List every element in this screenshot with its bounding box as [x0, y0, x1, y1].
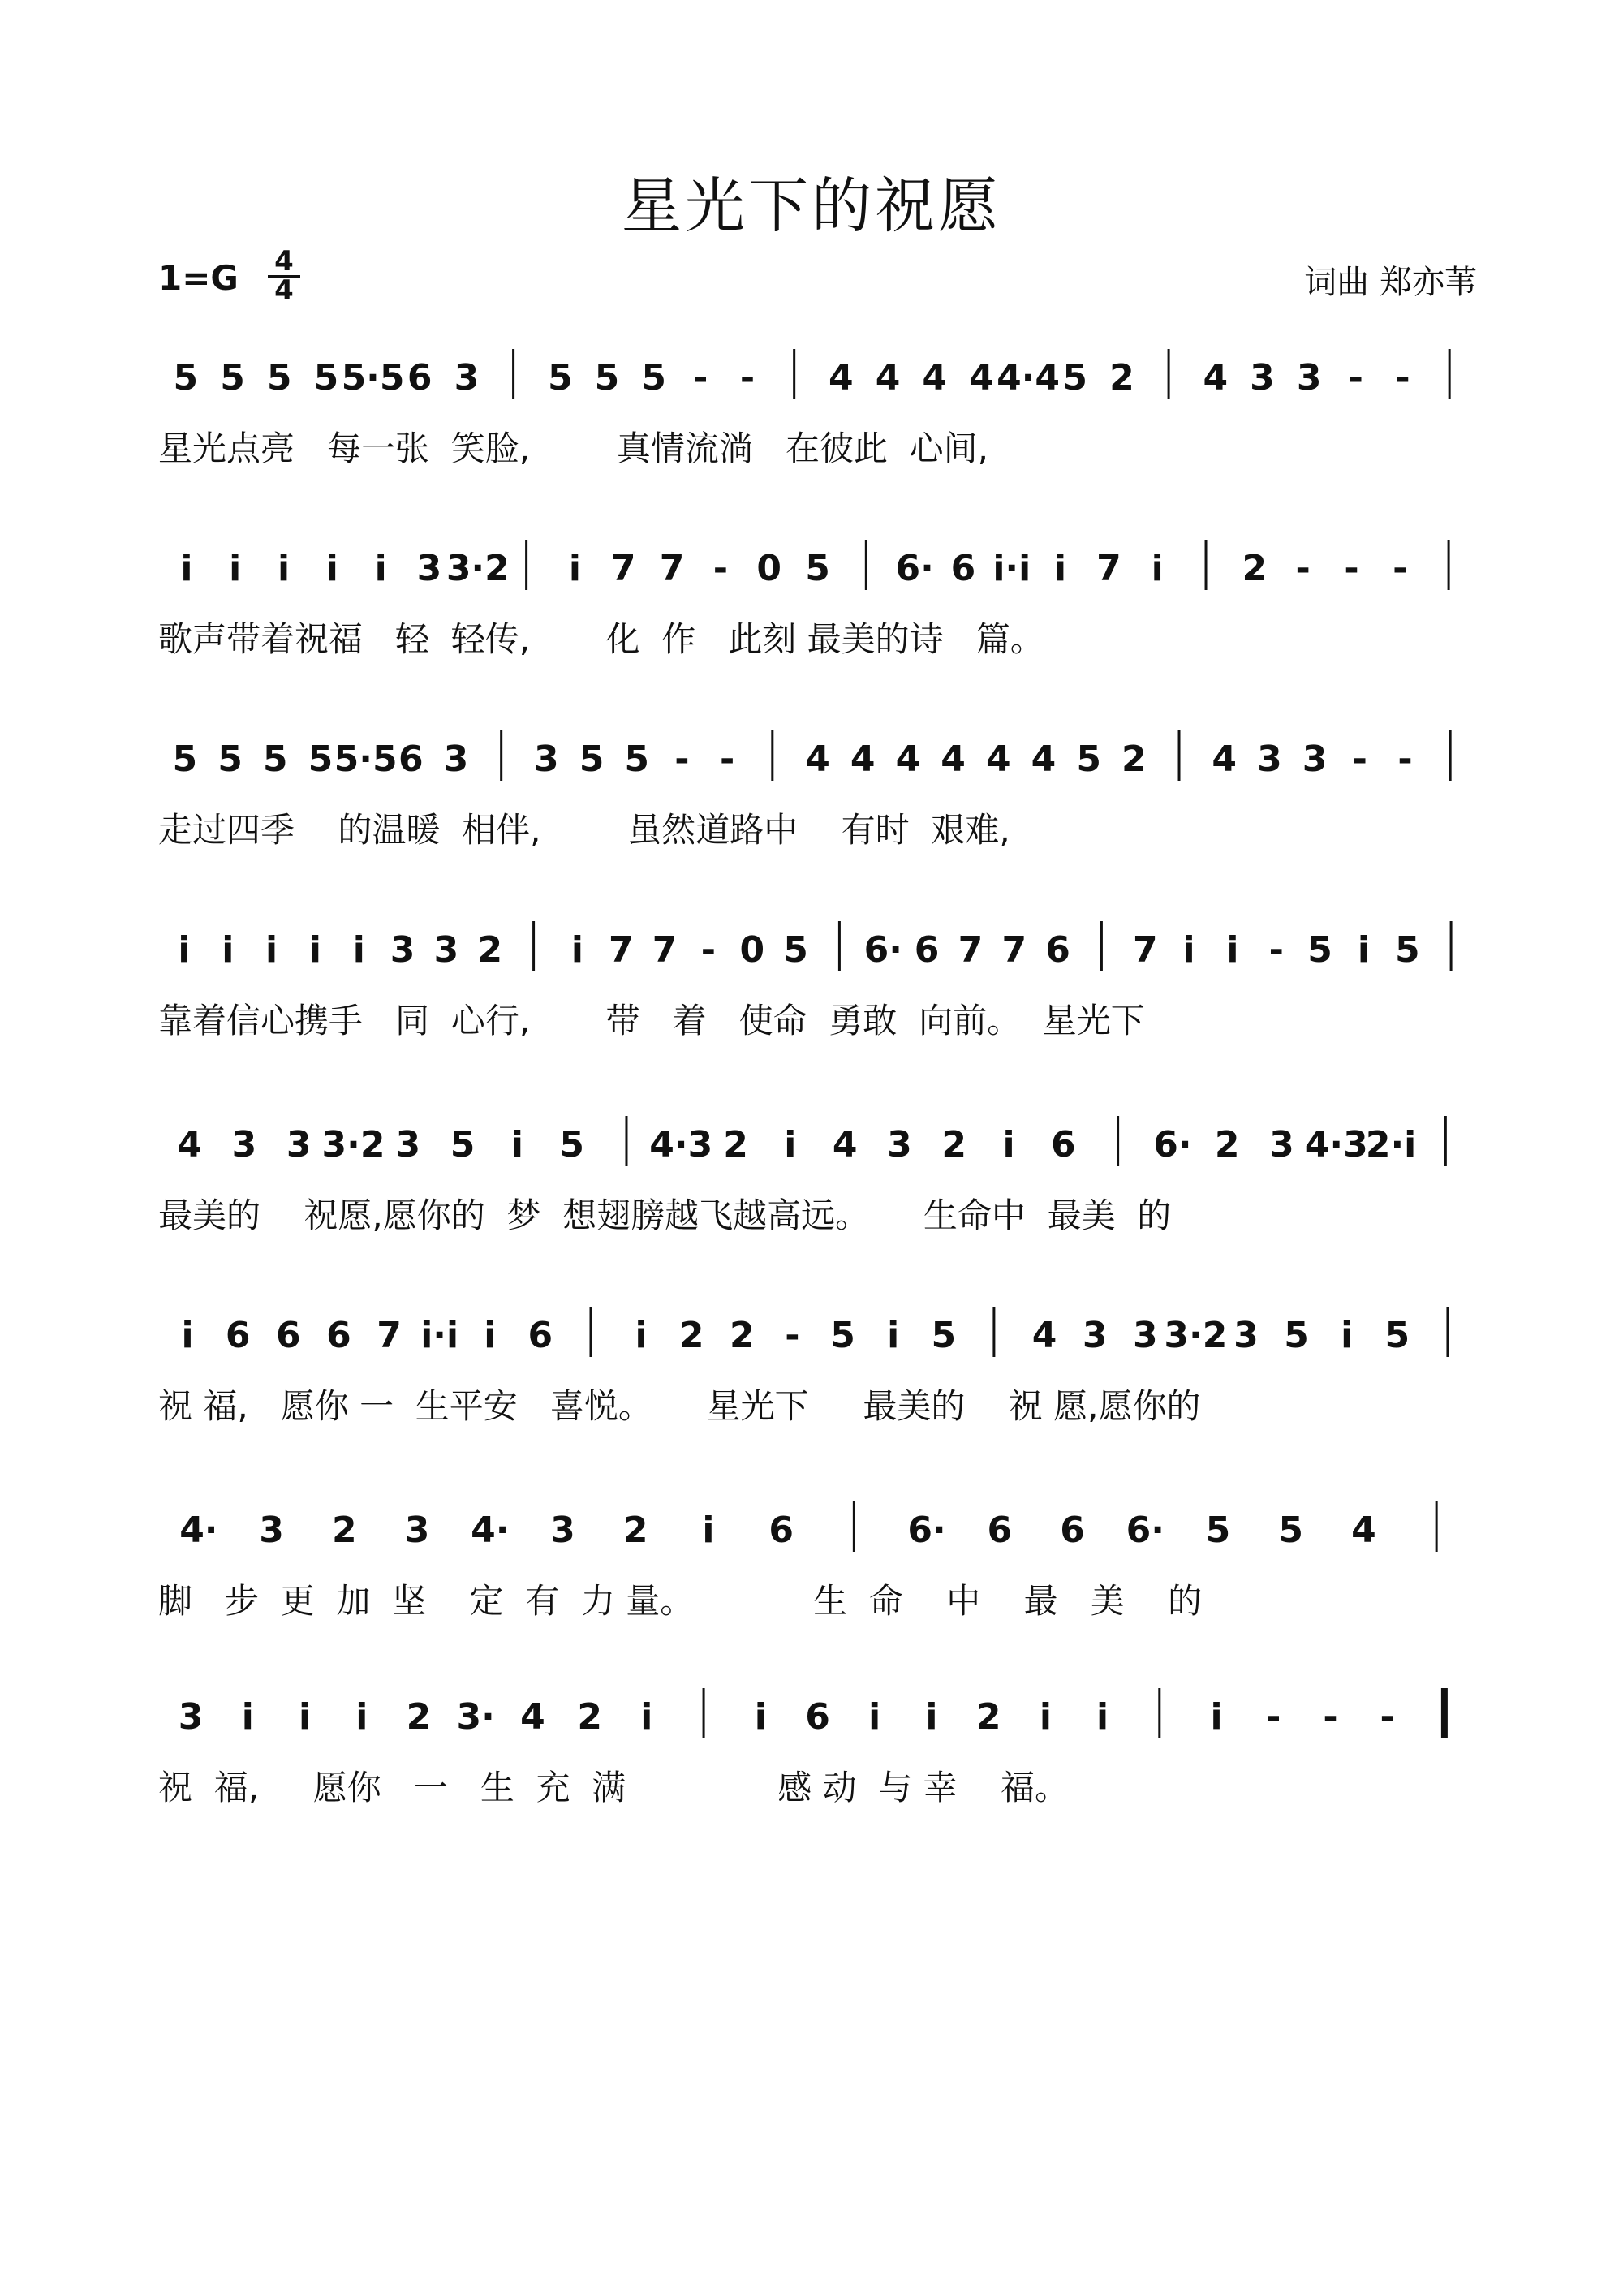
lyric-line: 祝 福, 愿你 一 生 充 满 感 动 与 幸 福。 [158, 1768, 1070, 1807]
note: 5 [579, 739, 605, 780]
note: i [1357, 929, 1370, 971]
note: 3 [1132, 1315, 1158, 1356]
note: 4 [875, 357, 901, 398]
lyric-line: 走过四季 的温暖 相伴, 虽然道路中 有时 艰难, [158, 810, 1010, 850]
note: i [1341, 1315, 1354, 1356]
note: - [693, 357, 708, 398]
note: 6 [275, 1315, 301, 1356]
notation-line [0, 714, 1623, 803]
score-system [0, 1100, 1623, 1262]
note: 6· [1153, 1124, 1192, 1165]
note: i [298, 1696, 312, 1738]
note: 5 [217, 739, 243, 780]
note: i [754, 1696, 767, 1738]
note: 5 [450, 1124, 476, 1165]
note: 3·2 [1164, 1315, 1228, 1356]
note: i [702, 1510, 715, 1551]
note: 2 [406, 1696, 432, 1738]
note: - [719, 739, 735, 780]
note: 5 [559, 1124, 584, 1165]
note: - [785, 1315, 800, 1356]
note: i [1039, 1696, 1052, 1738]
note: 3·2 [321, 1124, 385, 1165]
note: 3 [416, 548, 442, 589]
note: 3 [178, 1696, 204, 1738]
note: 2 [477, 929, 503, 971]
notation-line [0, 1100, 1623, 1189]
key-signature: 1=G [158, 258, 239, 298]
note: 0 [739, 929, 765, 971]
note: 3 [443, 739, 469, 780]
note: 7 [610, 548, 636, 589]
note: 6 [805, 1696, 830, 1738]
note: 0 [756, 548, 781, 589]
note: i [887, 1315, 900, 1356]
note: i [1002, 1124, 1015, 1165]
note: 5 [266, 357, 292, 398]
composer-credit: 词曲 郑亦苇 [1304, 264, 1477, 301]
note: 6 [407, 357, 433, 398]
note: 5·5 [334, 739, 398, 780]
note: 6 [1045, 929, 1070, 971]
note: 4 [1031, 739, 1057, 780]
note: 2 [1242, 548, 1268, 589]
note: - [712, 548, 729, 589]
note: 7 [377, 1315, 402, 1356]
note: 3 [1302, 739, 1328, 780]
note: 3 [1250, 357, 1275, 398]
note: i [1096, 1696, 1109, 1738]
note: 5 [594, 357, 620, 398]
note: 7 [608, 929, 634, 971]
score-system [0, 1290, 1623, 1453]
note: - [1344, 548, 1359, 589]
note: 5 [220, 357, 245, 398]
note: 3 [550, 1510, 575, 1551]
note: 4 [177, 1124, 202, 1165]
note: i [1210, 1696, 1223, 1738]
note: 4·3 [1304, 1124, 1368, 1165]
note: 4· [179, 1510, 218, 1551]
note: 3 [1082, 1315, 1108, 1356]
note: 5 [1278, 1510, 1304, 1551]
note: i [510, 1124, 523, 1165]
note: i [325, 548, 338, 589]
note: 4· [471, 1510, 510, 1551]
note: 4 [922, 357, 948, 398]
score-system [0, 714, 1623, 877]
note: 4 [1351, 1510, 1376, 1551]
note: - [739, 357, 756, 398]
note: 5 [805, 548, 830, 589]
note: 4 [832, 1124, 858, 1165]
note: - [1295, 548, 1311, 589]
note: 3 [404, 1510, 430, 1551]
score-system [0, 1672, 1623, 1834]
note: 7 [958, 929, 984, 971]
note: 7 [1132, 929, 1158, 971]
note: 4 [985, 739, 1011, 780]
note: 2 [577, 1696, 602, 1738]
note: i [222, 929, 235, 971]
note: 3 [259, 1510, 284, 1551]
note: 5 [173, 357, 199, 398]
note: - [1393, 548, 1408, 589]
note: - [1380, 1696, 1395, 1738]
note: 6 [225, 1315, 251, 1356]
note: 2·i [1365, 1124, 1417, 1165]
note: 6 [914, 929, 940, 971]
note: i [241, 1696, 254, 1738]
notation-line [0, 1485, 1623, 1574]
note: - [674, 739, 690, 780]
note: i [265, 929, 278, 971]
note: i [1054, 548, 1067, 589]
lyric-line: 祝 福, 愿你 一 生平安 喜悦。 星光下 最美的 祝 愿,愿你的 [158, 1386, 1201, 1426]
notation-line [0, 905, 1623, 994]
note: 2 [678, 1315, 704, 1356]
note: i [635, 1315, 648, 1356]
note: 4 [850, 739, 876, 780]
note: 3·2 [446, 548, 510, 589]
note: 3 [390, 929, 415, 971]
notation-line [0, 333, 1623, 422]
note: 6 [326, 1315, 351, 1356]
note: 3 [433, 929, 459, 971]
note: 4 [520, 1696, 545, 1738]
note: 2 [1109, 357, 1134, 398]
note: 5 [1394, 929, 1420, 971]
note: 7 [652, 929, 678, 971]
note: 4·3 [649, 1124, 713, 1165]
lyric-line: 脚 步 更 加 坚 定 有 力 量。 生 命 中 最 美 的 [158, 1581, 1203, 1621]
note: i [640, 1696, 653, 1738]
note: i [178, 929, 191, 971]
note: i [925, 1696, 938, 1738]
note: i [868, 1696, 881, 1738]
score-system [0, 905, 1623, 1067]
note: 2 [622, 1510, 648, 1551]
note: 7 [1001, 929, 1027, 971]
note: 6 [987, 1510, 1013, 1551]
note: 4 [805, 739, 830, 780]
note: i [229, 548, 242, 589]
note: 5 [313, 357, 339, 398]
note: 5 [931, 1315, 957, 1356]
lyric-line: 星光点亮 每一张 笑脸, 真情流淌 在彼此 心间, [158, 429, 989, 468]
note: 5 [783, 929, 808, 971]
note: i [1226, 929, 1239, 971]
meter-bottom: 4 [274, 274, 294, 307]
note: - [1348, 357, 1363, 398]
note: 2 [331, 1510, 357, 1551]
note: - [700, 929, 717, 971]
note: 4 [1031, 1315, 1057, 1356]
note: 2 [730, 1315, 755, 1356]
note: - [1397, 739, 1413, 780]
note: 2 [975, 1696, 1001, 1738]
note: i [352, 929, 365, 971]
note: i [784, 1124, 797, 1165]
note: 3 [286, 1124, 312, 1165]
note: 6 [768, 1510, 794, 1551]
note: i [355, 1696, 368, 1738]
note: 6· [863, 929, 902, 971]
score-system [0, 523, 1623, 686]
note: i [277, 548, 291, 589]
note: 3· [456, 1696, 495, 1738]
note: 4 [941, 739, 966, 780]
note: 2 [1121, 739, 1147, 780]
note: 6 [527, 1315, 553, 1356]
note: i [1182, 929, 1195, 971]
note: 2 [1214, 1124, 1240, 1165]
note: 5 [308, 739, 334, 780]
note: 6 [950, 548, 976, 589]
notation-line [0, 1672, 1623, 1761]
lyric-line: 歌声带着祝福 轻 轻传, 化 作 此刻 最美的诗 篇。 [158, 619, 1044, 659]
note: 7 [1096, 548, 1121, 589]
note: 4 [829, 357, 854, 398]
note: - [1323, 1696, 1338, 1738]
note: 5 [830, 1315, 855, 1356]
note: 3 [887, 1124, 912, 1165]
note: - [1395, 357, 1410, 398]
note: i [308, 929, 321, 971]
note: 2 [723, 1124, 748, 1165]
note: 3 [454, 357, 480, 398]
note: 6· [907, 1510, 946, 1551]
note: i [568, 548, 581, 589]
note: 3 [395, 1124, 421, 1165]
lyric-line: 靠着信心携手 同 心行, 带 着 使命 勇敢 向前。 星光下 [158, 1001, 1145, 1040]
note: 7 [659, 548, 685, 589]
note: 3 [1269, 1124, 1294, 1165]
note: 5·5 [341, 357, 405, 398]
note: 3 [231, 1124, 257, 1165]
note: i [374, 548, 387, 589]
song-title: 星光下的祝愿 [622, 171, 1001, 241]
note: 5 [1307, 929, 1332, 971]
note: 5 [1062, 357, 1088, 398]
note: 3 [1233, 1315, 1259, 1356]
note: 5 [1384, 1315, 1410, 1356]
note: 5 [1284, 1315, 1309, 1356]
notation-line [0, 1290, 1623, 1380]
note: 3 [1257, 739, 1282, 780]
note: 4 [1212, 739, 1238, 780]
note: 5 [1205, 1510, 1231, 1551]
note: 3 [534, 739, 559, 780]
note: 4 [969, 357, 994, 398]
meter-top: 4 [268, 248, 300, 278]
score-system [0, 333, 1623, 495]
note: 4·4 [997, 357, 1061, 398]
note: 6· [1126, 1510, 1165, 1551]
note: 3 [1296, 357, 1322, 398]
time-signature [268, 245, 300, 307]
note: 6 [1060, 1510, 1085, 1551]
note: 6 [1051, 1124, 1076, 1165]
note: i [570, 929, 583, 971]
note: 5 [547, 357, 573, 398]
note: - [1352, 739, 1367, 780]
note: i·i [420, 1315, 459, 1356]
note: 5 [641, 357, 666, 398]
score-system [0, 1485, 1623, 1648]
note: i·i [992, 548, 1031, 589]
note: i [181, 1315, 194, 1356]
note: - [1268, 929, 1284, 971]
note: 5 [172, 739, 198, 780]
note: 5 [1076, 739, 1101, 780]
note: 6 [398, 739, 424, 780]
note: 4 [895, 739, 921, 780]
lyric-line: 最美的 祝愿,愿你的 梦 想翅膀越飞越高远。 生命中 最美 的 [158, 1195, 1172, 1235]
note: 2 [941, 1124, 967, 1165]
note: 5 [262, 739, 288, 780]
note: 5 [624, 739, 650, 780]
note: i [484, 1315, 497, 1356]
note: i [1151, 548, 1164, 589]
note: 4 [1203, 357, 1229, 398]
note: i [180, 548, 193, 589]
notation-line [0, 523, 1623, 613]
note: - [1266, 1696, 1281, 1738]
note: 6· [895, 548, 934, 589]
